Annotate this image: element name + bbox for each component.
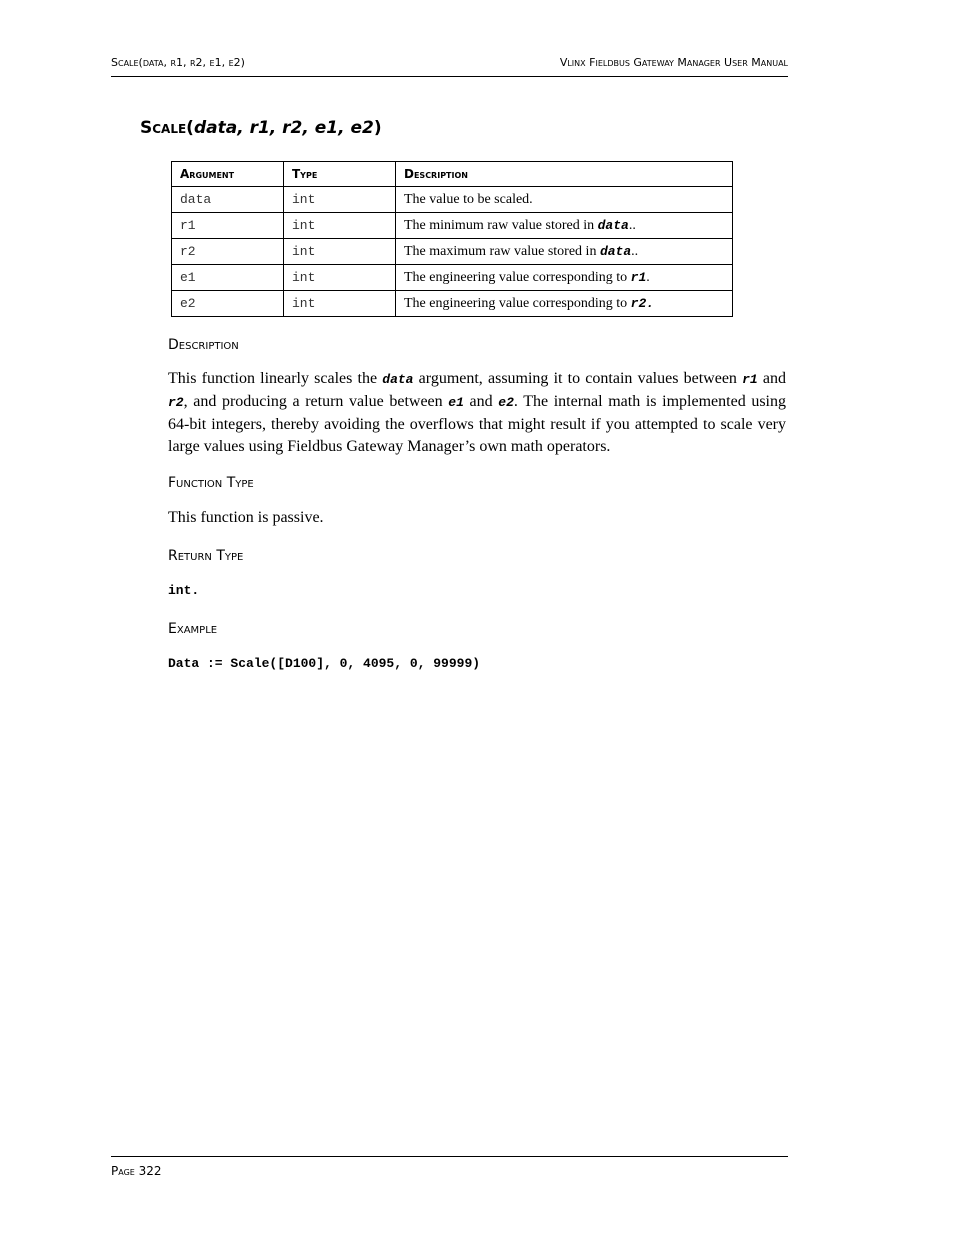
code: r1 [742, 372, 758, 387]
page-title [140, 118, 382, 138]
desc-suffix: .. [628, 217, 636, 233]
title-close: ) [373, 118, 382, 138]
desc-cell [396, 239, 733, 265]
desc-code: r2. [630, 295, 655, 311]
code: data [382, 372, 414, 387]
arg-cell: r1 [172, 213, 284, 239]
arg-cell: data [172, 187, 284, 213]
text: , and producing a return value between [183, 393, 449, 410]
page-footer [111, 1156, 788, 1178]
arg-cell: e2 [172, 291, 284, 317]
description-text [168, 368, 786, 458]
title-args: data, r1, r2, e1, e2 [193, 118, 374, 138]
arg-cell: r2 [172, 239, 284, 265]
desc-code: data [597, 217, 629, 233]
function-type-text: This function is passive. [168, 509, 324, 526]
desc-suffix: .. [631, 243, 639, 259]
desc-cell [396, 187, 733, 213]
desc-text: The minimum raw value stored in [404, 217, 598, 233]
desc-suffix: . [646, 269, 650, 285]
title-name: Scale( [140, 118, 194, 138]
desc-text: The value to be scaled. [404, 191, 533, 207]
desc-text: The engineering value corresponding to [404, 295, 631, 311]
table-row [172, 213, 733, 239]
description-heading: Description [168, 337, 239, 353]
header-description: Description [396, 162, 733, 187]
function-type-heading: Function Type [168, 475, 254, 491]
code: e2 [498, 395, 514, 410]
text: and [757, 370, 786, 387]
desc-cell [396, 213, 733, 239]
arg-cell: e1 [172, 265, 284, 291]
desc-code: r1 [630, 269, 647, 285]
desc-code: data [599, 243, 632, 259]
type-cell: int [284, 291, 396, 317]
page-header [111, 56, 788, 77]
header-left: Scale(data, r1, r2, e1, e2) [111, 56, 245, 69]
code: r2 [168, 395, 184, 410]
table-header-row [172, 162, 733, 187]
table-row [172, 265, 733, 291]
text: . The internal math is implemented using 64-bit integers, thereby avoiding the overflows that might result if you attempted to scale very large values using Fieldbus Gateway Manager’s own math operators. [168, 393, 786, 455]
example-heading: Example [168, 621, 218, 637]
header-right: Vlinx Fieldbus Gateway Manager User Manual [559, 56, 788, 69]
header-type: Type [284, 162, 396, 187]
example-code: Data := Scale([D100], 0, 4095, 0, 99999) [168, 656, 481, 671]
table-row [172, 187, 733, 213]
type-cell: int [284, 239, 396, 265]
code: e1 [448, 395, 464, 410]
type-cell: int [284, 213, 396, 239]
text: This function linearly scales the [168, 370, 383, 387]
page-number: Page 322 [111, 1164, 162, 1178]
table-row [172, 291, 733, 317]
desc-cell [396, 265, 733, 291]
return-type-heading: Return Type [168, 548, 244, 564]
type-cell: int [284, 265, 396, 291]
table-row [172, 239, 733, 265]
desc-cell [396, 291, 733, 317]
desc-text: The engineering value corresponding to [404, 269, 631, 285]
text: argument, assuming it to contain values between [413, 370, 743, 387]
desc-text: The maximum raw value stored in [404, 243, 600, 259]
arguments-table [171, 161, 733, 317]
text: and [463, 393, 499, 410]
type-cell: int [284, 187, 396, 213]
return-type-text: int. [168, 583, 200, 598]
header-argument: Argument [172, 162, 284, 187]
